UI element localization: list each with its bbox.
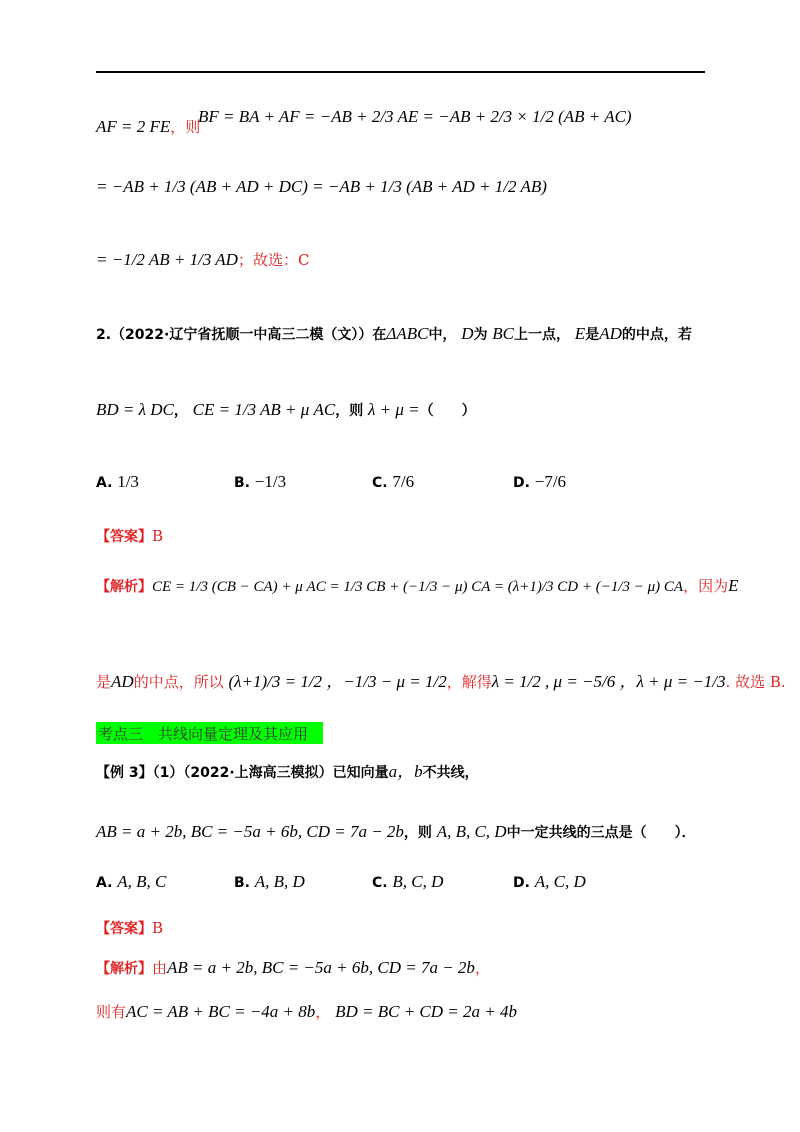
q2-cond2: CE = 1/3 AB + μ AC [192, 400, 336, 419]
q2-analysis-eq: (λ+1)/3 = 1/2 ，−1/3 − μ = 1/2 [228, 672, 447, 691]
section-title: 考点三 共线向量定理及其应用 [98, 725, 309, 743]
q2-paren: （ ） [419, 403, 476, 419]
q2-analysis-ad: AD [111, 672, 134, 691]
ex3-analysis-you: 由 [152, 959, 168, 977]
ex3-answer-tag: 【答案】 [96, 921, 152, 937]
q2-analysis-line2 [96, 672, 786, 692]
q2-ze: ，则 [335, 403, 364, 419]
sol1-line1 [96, 117, 200, 137]
q2-analysis-e: E [728, 576, 739, 595]
ex3-option-b-value: A, B, D [254, 872, 305, 891]
sol1-line2 [96, 177, 547, 197]
ex3-option-c [372, 872, 443, 893]
ex3-ze: ，则 [403, 825, 432, 841]
sol1-line1-af: AF = 2 FE [96, 117, 171, 136]
q2-zhong: 中， [428, 327, 457, 343]
q2-analysis-end: . 故选 B. [725, 673, 786, 691]
q2-option-a-value: 1/3 [117, 472, 139, 491]
ex3-analysis-formula1: AB = a + 2b, BC = −5a + 6b, CD = 7a − 2b [167, 958, 475, 977]
q2-analysis-shi: 是 [96, 673, 112, 691]
q2-analysis-yinwei: ，因为 [683, 577, 729, 595]
sol1-line2-formula: = −AB + 1/3 (AB + AD + DC) = −AB + 1/3 (AB + AD + 1/2 AB) [96, 177, 547, 196]
ex3-option-b [234, 872, 305, 893]
q2-analysis-tag: 【解析】 [96, 579, 152, 595]
q2-option-c-label: C. [372, 475, 388, 491]
q2-tri: ΔABC [386, 324, 429, 343]
q2-option-c [372, 472, 414, 493]
q2-option-d-value: −7/6 [534, 472, 567, 491]
sol1-line3-end: ；故选：C [237, 251, 310, 269]
q2-option-b-label: B. [234, 475, 250, 491]
ex3-stem [96, 762, 479, 783]
ex3-option-c-value: B, C, D [392, 872, 444, 891]
q2-analysis-line1 [96, 576, 739, 597]
ex3-analysis-comma: ， [474, 959, 490, 977]
q2-option-b [234, 472, 286, 493]
q2-comma: ， [173, 403, 188, 419]
q2-option-a-label: A. [96, 475, 113, 491]
q2-conditions [96, 400, 476, 421]
q2-wei: 为 [473, 327, 488, 343]
q2-d: D [461, 324, 474, 343]
ex3-answer [96, 918, 163, 939]
ex3-analysis-bd: BD = BC + CD = 2a + 4b [335, 1002, 517, 1021]
ex3-cond: AB = a + 2b, BC = −5a + 6b, CD = 7a − 2b [96, 822, 404, 841]
sol1-line1-formula [198, 107, 632, 127]
ex3-analysis-ac: AC = AB + BC = −4a + 8b [126, 1002, 316, 1021]
ex3-points: A, B, C, D [436, 822, 507, 841]
sol1-line3-formula: = −1/2 AB + 1/3 AD [96, 250, 238, 269]
ex3-analysis-comma2: ， [315, 1003, 331, 1021]
q2-answer-tag: 【答案】 [96, 529, 152, 545]
q2-ad: AD [599, 324, 622, 343]
q2-cond1: BD = λ DC [96, 400, 174, 419]
ex3-conditions [96, 822, 696, 843]
q2-analysis-jiede: ，解得 [446, 673, 492, 691]
q2-source: 2.（2022·辽宁省抚顺一中高三二模（文））在 [96, 327, 387, 343]
ex3-analysis-zeyou: 则有 [96, 1003, 127, 1021]
sol1-line3 [96, 250, 309, 270]
q2-stem [96, 324, 692, 345]
ex3-option-a [96, 872, 166, 893]
ex3-option-d-label: D. [513, 875, 530, 891]
q2-option-d [513, 472, 566, 493]
ex3-analysis-line2 [96, 1002, 517, 1022]
q2-answer-value: B [152, 527, 164, 545]
q2-option-a [96, 472, 139, 493]
q2-shang: 上一点， [514, 327, 571, 343]
q2-answer [96, 526, 163, 547]
ex3-option-d [513, 872, 586, 893]
ex3-option-a-value: A, B, C [117, 872, 167, 891]
q2-analysis-formula1: CE = 1/3 (CB − CA) + μ AC = 1/3 CB + (−1/3 − μ) CA = (λ+1)/3 CD + (−1/3 − μ) CA [152, 579, 684, 595]
header-rule [96, 71, 705, 73]
ex3-option-d-value: A, C, D [534, 872, 586, 891]
q2-e: E [574, 324, 586, 343]
section-banner [96, 722, 323, 744]
sol1-line1-then: ，则 [170, 118, 201, 136]
ex3-answer-value: B [152, 919, 164, 937]
q2-bc: BC [492, 324, 515, 343]
ex3-option-b-label: B. [234, 875, 250, 891]
q2-mid: 的中点，若 [621, 327, 692, 343]
q2-ask: λ + μ = [368, 400, 420, 419]
ex3-option-c-label: C. [372, 875, 388, 891]
q2-option-c-value: 7/6 [392, 472, 415, 491]
ex3-vars: a，b [388, 762, 423, 781]
q2-option-d-label: D. [513, 475, 530, 491]
q2-analysis-suoyi: 的中点，所以 [133, 673, 224, 691]
q2-shi: 是 [585, 327, 600, 343]
sol1-line1-bf: BF = BA + AF = −AB + 2/3 AE = −AB + 2/3 × 1/2 (AB + AC) [198, 107, 632, 126]
ex3-analysis-line1 [96, 958, 490, 979]
ex3-head: 【例 3】（1）（2022·上海高三模拟）已知向量 [96, 765, 389, 781]
ex3-option-a-label: A. [96, 875, 113, 891]
ex3-ask: 中一定共线的三点是（ ）． [506, 825, 696, 841]
ex3-tail: 不共线， [422, 765, 479, 781]
ex3-analysis-tag: 【解析】 [96, 961, 152, 977]
q2-option-b-value: −1/3 [254, 472, 287, 491]
q2-analysis-solution: λ = 1/2 , μ = −5/6 ，λ + μ = −1/3 [491, 672, 726, 691]
